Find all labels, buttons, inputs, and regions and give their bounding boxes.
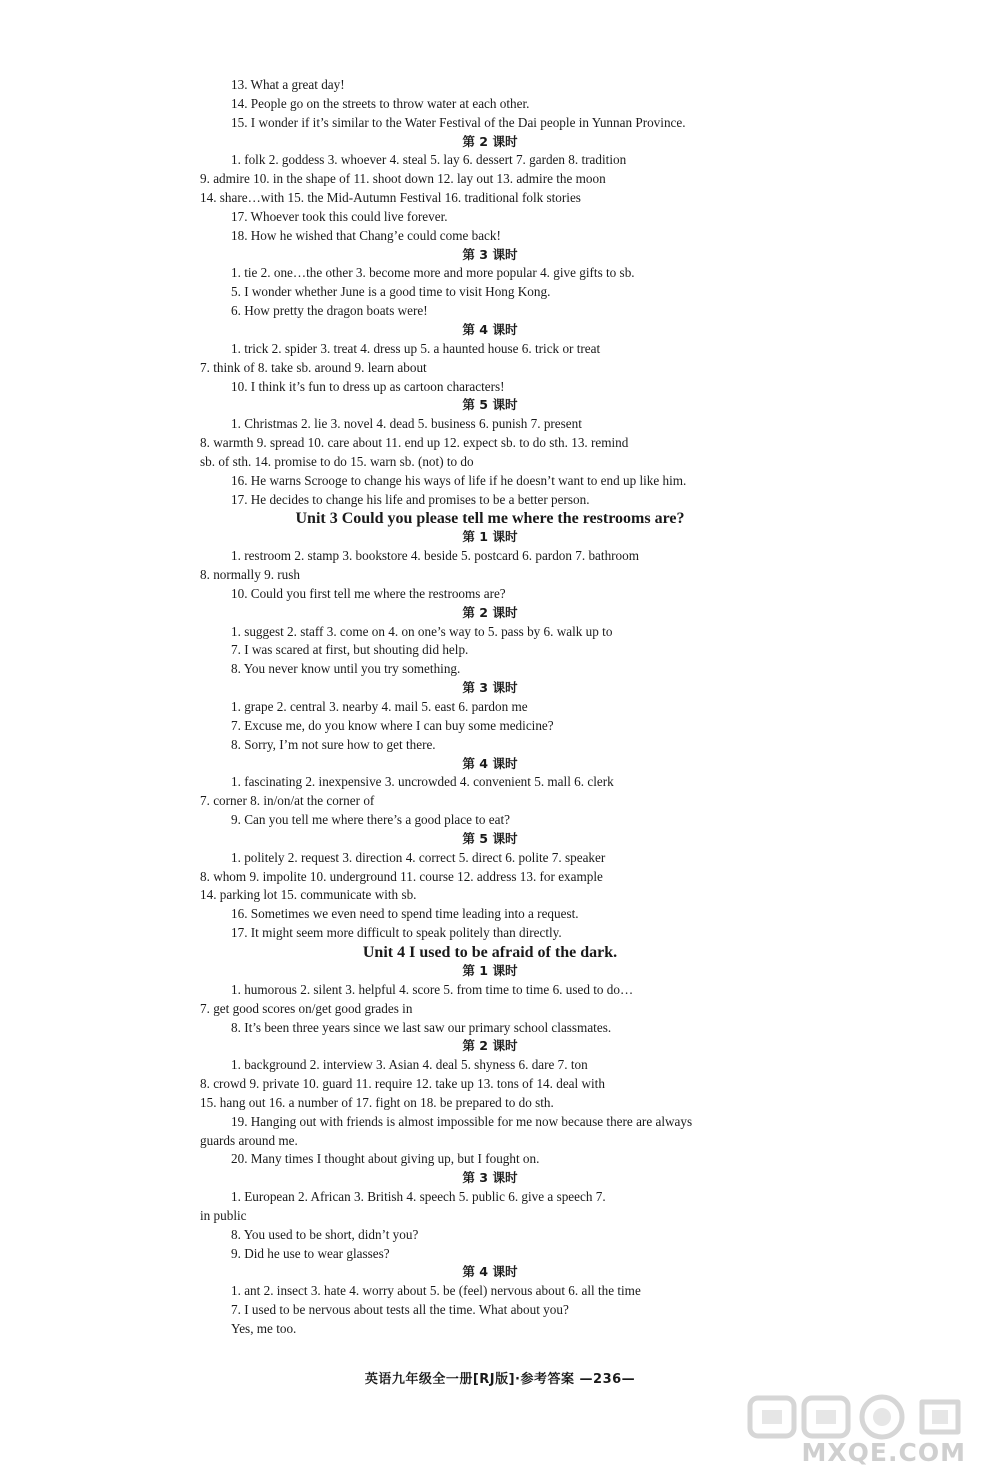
answer-line: 1. suggest 2. staff 3. come on 4. on one’s way to 5. pass by 6. walk up to <box>231 623 613 639</box>
answer-line: 9. Did he use to wear glasses? <box>231 1245 390 1261</box>
watermark-text: MXQE.COM <box>801 1438 966 1467</box>
answer-line: 1. politely 2. request 3. direction 4. correct 5. direct 6. polite 7. speaker <box>231 849 606 865</box>
lesson-heading: 第 1 课时 <box>462 529 518 545</box>
answer-line: 9. Can you tell me where there’s a good place to eat? <box>231 812 511 828</box>
answer-line: 17. He decides to change his life and promises to be a better person. <box>231 491 590 507</box>
lesson-heading: 第 2 课时 <box>462 1038 518 1054</box>
answer-line: 7. Excuse me, do you know where I can buy some medicine? <box>231 717 554 733</box>
answer-line: 16. He warns Scrooge to change his ways of life if he doesn’t want to end up like him. <box>231 472 687 488</box>
answer-line: 6. How pretty the dragon boats were! <box>231 303 428 319</box>
answer-line: 14. parking lot 15. communicate with sb. <box>200 887 417 903</box>
lesson-heading: 第 5 课时 <box>462 830 518 846</box>
lesson-heading: 第 1 课时 <box>462 962 518 978</box>
unit-title: Unit 4 I used to be afraid of the dark. <box>362 943 618 961</box>
answer-line: 9. admire 10. in the shape of 11. shoot down 12. lay out 13. admire the moon <box>200 171 606 187</box>
answer-line: 8. normally 9. rush <box>200 567 300 583</box>
answer-line: in public <box>200 1207 247 1223</box>
lesson-heading: 第 3 课时 <box>462 246 518 262</box>
answer-page <box>200 76 780 1339</box>
answer-line: 8. crowd 9. private 10. guard 11. require 12. take up 13. tons of 14. deal with <box>200 1076 605 1092</box>
watermark <box>742 1392 972 1468</box>
answer-line: 1. tie 2. one…the other 3. become more and more popular 4. give gifts to sb. <box>231 265 635 281</box>
answer-line: 18. How he wished that Chang’e could come back! <box>231 227 501 243</box>
answer-line: 7. get good scores on/get good grades in <box>200 1000 413 1016</box>
lesson-heading: 第 4 课时 <box>462 321 518 337</box>
answer-line: 1. trick 2. spider 3. treat 4. dress up 5. a haunted house 6. trick or treat <box>231 340 601 356</box>
answer-line: 1. fascinating 2. inexpensive 3. uncrowded 4. convenient 5. mall 6. clerk <box>231 774 614 790</box>
answer-line: 20. Many times I thought about giving up, but I fought on. <box>231 1151 540 1167</box>
answer-line: Yes, me too. <box>231 1321 297 1336</box>
answer-line: 1. Christmas 2. lie 3. novel 4. dead 5. business 6. punish 7. present <box>231 416 582 432</box>
answer-line: 7. I was scared at first, but shouting did help. <box>231 642 469 658</box>
answer-line: 1. background 2. interview 3. Asian 4. deal 5. shyness 6. dare 7. ton <box>231 1057 588 1073</box>
answer-line: guards around me. <box>200 1132 298 1148</box>
answer-line: 13. What a great day! <box>231 77 345 92</box>
answer-line: 14. share…with 15. the Mid-Autumn Festival 16. traditional folk stories <box>200 190 581 206</box>
answer-line: 8. warmth 9. spread 10. care about 11. end up 12. expect sb. to do sth. 13. remind <box>200 435 629 451</box>
answer-line: 8. You never know until you try something. <box>231 661 461 677</box>
answer-line: 1. European 2. African 3. British 4. speech 5. public 6. give a speech 7. <box>231 1189 606 1205</box>
lesson-heading: 第 3 课时 <box>462 680 518 696</box>
answer-line: 8. whom 9. impolite 10. underground 11. course 12. address 13. for example <box>200 868 603 884</box>
answer-line: 8. It’s been three years since we last saw our primary school classmates. <box>231 1019 612 1035</box>
answer-line: 14. People go on the streets to throw water at each other. <box>231 95 530 111</box>
lesson-heading: 第 2 课时 <box>462 604 518 620</box>
lesson-heading: 第 4 课时 <box>462 755 518 771</box>
answer-line: 7. think of 8. take sb. around 9. learn about <box>200 359 427 375</box>
unit-title: Unit 3 Could you please tell me where the restrooms are? <box>295 510 685 528</box>
answer-line: 17. Whoever took this could live forever. <box>231 208 448 224</box>
answer-line: 5. I wonder whether June is a good time to visit Hong Kong. <box>231 284 551 300</box>
answer-line: 1. restroom 2. stamp 3. bookstore 4. beside 5. postcard 6. pardon 7. bathroom <box>231 548 640 564</box>
answer-line: sb. of sth. 14. promise to do 15. warn sb. (not) to do <box>200 453 474 469</box>
page-footer: 英语九年级全一册[RJ版]·参考答案 —236— <box>364 1372 636 1387</box>
answer-line: 19. Hanging out with friends is almost impossible for me now because there are always <box>231 1113 693 1129</box>
lesson-heading: 第 5 课时 <box>462 397 518 413</box>
answer-line: 17. It might seem more difficult to speak politely than directly. <box>231 925 562 941</box>
watermark-logo-icon <box>742 1392 972 1442</box>
answer-line: 1. grape 2. central 3. nearby 4. mail 5. east 6. pardon me <box>231 699 528 714</box>
answer-line: 1. ant 2. insect 3. hate 4. worry about 5. be (feel) nervous about 6. all the time <box>231 1283 641 1299</box>
answer-line: 10. I think it’s fun to dress up as cartoon characters! <box>231 378 505 394</box>
answer-line: 10. Could you first tell me where the restrooms are? <box>231 585 506 601</box>
answer-line: 1. humorous 2. silent 3. helpful 4. score 5. from time to time 6. used to do… <box>231 981 634 997</box>
answer-line: 15. hang out 16. a number of 17. fight on 18. be prepared to do sth. <box>200 1094 554 1110</box>
lesson-heading: 第 4 课时 <box>462 1264 518 1280</box>
answer-line: 1. folk 2. goddess 3. whoever 4. steal 5. lay 6. dessert 7. garden 8. tradition <box>231 152 627 168</box>
lesson-heading: 第 2 课时 <box>462 133 518 149</box>
answer-line: 8. Sorry, I’m not sure how to get there. <box>231 736 436 752</box>
answer-line: 8. You used to be short, didn’t you? <box>231 1226 419 1242</box>
answer-line: 15. I wonder if it’s similar to the Water Festival of the Dai people in Yunnan Province. <box>231 114 686 130</box>
lesson-heading: 第 3 课时 <box>462 1170 518 1186</box>
answer-line: 7. corner 8. in/on/at the corner of <box>200 793 375 809</box>
answer-line: 16. Sometimes we even need to spend time leading into a request. <box>231 906 579 922</box>
answer-line: 7. I used to be nervous about tests all the time. What about you? <box>231 1302 569 1318</box>
